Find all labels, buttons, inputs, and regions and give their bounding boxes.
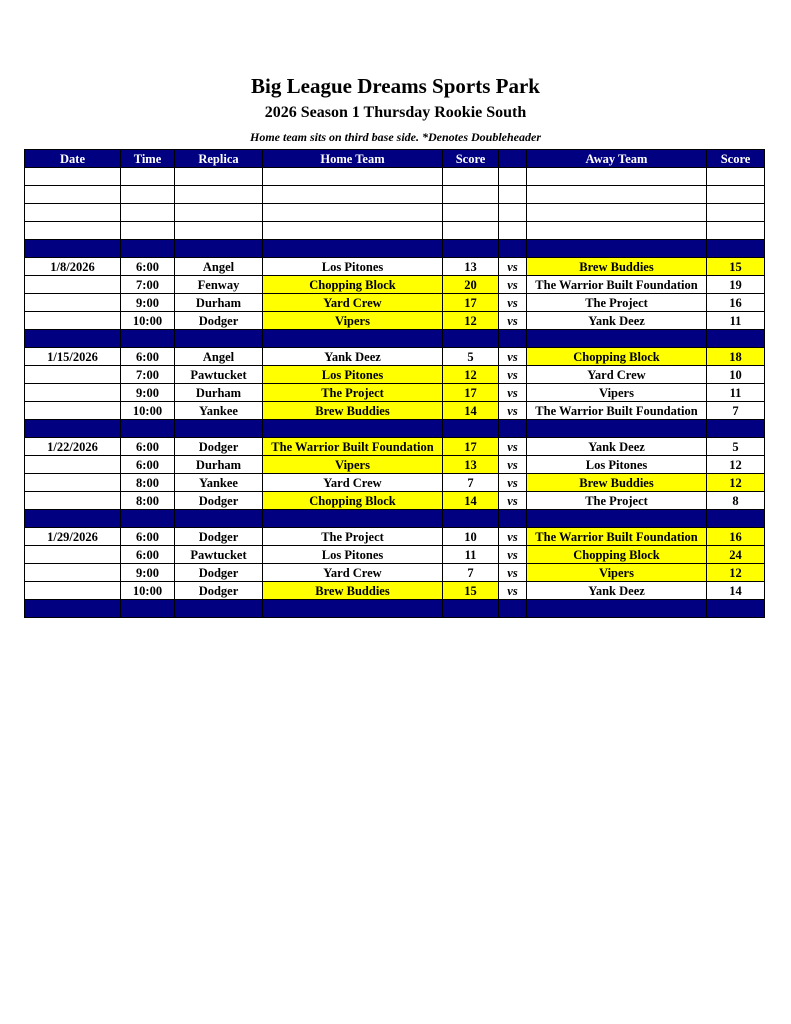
away-score: 15 [707,258,765,276]
empty-cell [121,600,175,618]
away-score: 12 [707,456,765,474]
empty-cell [527,222,707,240]
away-team: Chopping Block [527,348,707,366]
game-time: 6:00 [121,528,175,546]
away-team: Yank Deez [527,438,707,456]
replica-field: Dodger [175,564,263,582]
empty-cell [527,510,707,528]
empty-cell [175,204,263,222]
replica-field: Durham [175,384,263,402]
game-date: 1/8/2026 [25,258,121,276]
empty-cell [499,186,527,204]
game-row [25,348,765,366]
game-time: 6:00 [121,546,175,564]
replica-field: Dodger [175,492,263,510]
empty-cell [527,168,707,186]
empty-cell [443,330,499,348]
home-team: Brew Buddies [263,582,443,600]
home-team: Chopping Block [263,276,443,294]
game-time: 8:00 [121,474,175,492]
game-time: 6:00 [121,456,175,474]
empty-cell [527,204,707,222]
game-date [25,312,121,330]
col-header-away-score: Score [707,150,765,168]
week-separator-band [25,510,765,528]
empty-cell [443,222,499,240]
empty-cell [263,204,443,222]
home-score: 12 [443,312,499,330]
away-team: Vipers [527,564,707,582]
away-team: Chopping Block [527,546,707,564]
col-header-time: Time [121,150,175,168]
vs-label: vs [499,546,527,564]
away-team: The Project [527,294,707,312]
empty-cell [263,420,443,438]
away-team: The Project [527,492,707,510]
empty-cell [707,186,765,204]
header-note: Home team sits on third base side. *Denotes Doubleheader [250,130,541,144]
away-team: Los Pitones [527,456,707,474]
empty-cell [499,204,527,222]
empty-cell [175,240,263,258]
replica-field: Angel [175,258,263,276]
vs-label: vs [499,402,527,420]
empty-cell [175,600,263,618]
week-separator-band [25,420,765,438]
empty-cell [121,510,175,528]
replica-field: Dodger [175,312,263,330]
game-row [25,384,765,402]
empty-cell [499,510,527,528]
col-header-home-team: Home Team [263,150,443,168]
empty-cell [707,222,765,240]
game-date [25,546,121,564]
col-header-date: Date [25,150,121,168]
col-header-home-score: Score [443,150,499,168]
game-time: 8:00 [121,492,175,510]
game-date: 1/15/2026 [25,348,121,366]
vs-label: vs [499,348,527,366]
away-team: Brew Buddies [527,474,707,492]
game-time: 10:00 [121,312,175,330]
replica-field: Dodger [175,582,263,600]
away-score: 14 [707,582,765,600]
empty-cell [121,222,175,240]
game-row [25,582,765,600]
replica-field: Durham [175,294,263,312]
game-time: 10:00 [121,402,175,420]
game-time: 9:00 [121,294,175,312]
away-score: 5 [707,438,765,456]
home-team: Yard Crew [263,474,443,492]
home-score: 7 [443,474,499,492]
empty-cell [707,240,765,258]
empty-cell [175,330,263,348]
away-score: 10 [707,366,765,384]
empty-cell [443,420,499,438]
home-score: 10 [443,528,499,546]
game-date [25,366,121,384]
game-date [25,276,121,294]
empty-cell [263,330,443,348]
empty-cell [499,222,527,240]
home-team: Yank Deez [263,348,443,366]
home-team: Vipers [263,456,443,474]
game-date [25,564,121,582]
game-row [25,294,765,312]
away-score: 7 [707,402,765,420]
home-team: The Warrior Built Foundation [263,438,443,456]
empty-cell [443,510,499,528]
home-team: The Project [263,528,443,546]
empty-cell [499,420,527,438]
game-row [25,456,765,474]
vs-label: vs [499,474,527,492]
game-row [25,312,765,330]
empty-cell [707,510,765,528]
away-score: 12 [707,474,765,492]
away-team: Vipers [527,384,707,402]
game-time: 7:00 [121,276,175,294]
home-team: Yard Crew [263,294,443,312]
empty-row [25,204,765,222]
empty-cell [121,186,175,204]
empty-cell [121,168,175,186]
empty-cell [263,240,443,258]
empty-cell [175,168,263,186]
empty-cell [263,600,443,618]
home-score: 7 [443,564,499,582]
empty-cell [25,186,121,204]
game-date [25,582,121,600]
col-header-vs [499,150,527,168]
empty-cell [707,420,765,438]
home-team: Los Pitones [263,258,443,276]
empty-cell [707,168,765,186]
game-time: 9:00 [121,564,175,582]
away-score: 11 [707,312,765,330]
away-team: Yank Deez [527,312,707,330]
away-score: 16 [707,294,765,312]
empty-cell [25,222,121,240]
empty-cell [25,168,121,186]
header-row [25,150,765,168]
home-team: Vipers [263,312,443,330]
game-date [25,474,121,492]
empty-cell [527,330,707,348]
week-separator-band [25,240,765,258]
home-team: Brew Buddies [263,402,443,420]
game-time: 6:00 [121,258,175,276]
game-date [25,294,121,312]
away-team: Yard Crew [527,366,707,384]
vs-label: vs [499,438,527,456]
empty-cell [263,186,443,204]
empty-cell [443,168,499,186]
empty-cell [707,204,765,222]
empty-cell [443,186,499,204]
game-date [25,402,121,420]
vs-label: vs [499,528,527,546]
vs-label: vs [499,294,527,312]
away-team: The Warrior Built Foundation [527,276,707,294]
home-team: Los Pitones [263,546,443,564]
col-header-away-team: Away Team [527,150,707,168]
empty-cell [175,510,263,528]
empty-cell [707,330,765,348]
game-row [25,528,765,546]
away-score: 16 [707,528,765,546]
home-score: 20 [443,276,499,294]
home-team: The Project [263,384,443,402]
game-row [25,438,765,456]
empty-cell [25,420,121,438]
week-separator-band [25,600,765,618]
schedule-body [25,168,765,618]
game-time: 9:00 [121,384,175,402]
vs-label: vs [499,564,527,582]
game-time: 7:00 [121,366,175,384]
replica-field: Pawtucket [175,546,263,564]
empty-cell [25,204,121,222]
away-team: The Warrior Built Foundation [527,402,707,420]
home-score: 15 [443,582,499,600]
replica-field: Angel [175,348,263,366]
empty-cell [443,204,499,222]
game-row [25,258,765,276]
home-score: 14 [443,492,499,510]
empty-cell [263,222,443,240]
empty-row [25,222,765,240]
replica-field: Fenway [175,276,263,294]
replica-field: Yankee [175,474,263,492]
col-header-replica: Replica [175,150,263,168]
game-date [25,384,121,402]
empty-row [25,168,765,186]
empty-cell [175,420,263,438]
home-team: Los Pitones [263,366,443,384]
empty-cell [25,600,121,618]
empty-cell [499,240,527,258]
home-score: 14 [443,402,499,420]
empty-cell [121,330,175,348]
empty-cell [527,420,707,438]
game-date: 1/22/2026 [25,438,121,456]
empty-cell [527,240,707,258]
empty-row [25,186,765,204]
replica-field: Yankee [175,402,263,420]
home-score: 17 [443,384,499,402]
game-row [25,276,765,294]
empty-cell [263,510,443,528]
game-row [25,366,765,384]
away-team: The Warrior Built Foundation [527,528,707,546]
away-score: 8 [707,492,765,510]
vs-label: vs [499,312,527,330]
empty-cell [175,222,263,240]
away-score: 19 [707,276,765,294]
empty-cell [175,186,263,204]
home-score: 11 [443,546,499,564]
vs-label: vs [499,456,527,474]
home-score: 17 [443,294,499,312]
empty-cell [25,510,121,528]
empty-cell [499,330,527,348]
home-score: 5 [443,348,499,366]
empty-cell [121,420,175,438]
home-score: 17 [443,438,499,456]
game-time: 6:00 [121,348,175,366]
game-row [25,564,765,582]
away-score: 18 [707,348,765,366]
vs-label: vs [499,492,527,510]
home-score: 12 [443,366,499,384]
away-score: 12 [707,564,765,582]
game-row [25,492,765,510]
replica-field: Dodger [175,438,263,456]
vs-label: vs [499,582,527,600]
game-date [25,456,121,474]
away-score: 11 [707,384,765,402]
vs-label: vs [499,366,527,384]
empty-cell [527,600,707,618]
replica-field: Pawtucket [175,366,263,384]
game-row [25,402,765,420]
empty-cell [499,168,527,186]
replica-field: Durham [175,456,263,474]
game-row [25,474,765,492]
vs-label: vs [499,276,527,294]
vs-label: vs [499,258,527,276]
replica-field: Dodger [175,528,263,546]
vs-label: vs [499,384,527,402]
empty-cell [25,330,121,348]
empty-cell [707,600,765,618]
empty-cell [499,600,527,618]
home-team: Chopping Block [263,492,443,510]
game-date [25,492,121,510]
game-row [25,546,765,564]
empty-cell [443,240,499,258]
schedule-table [24,149,765,618]
empty-cell [121,240,175,258]
week-separator-band [25,330,765,348]
game-time: 6:00 [121,438,175,456]
season-subtitle: 2026 Season 1 Thursday Rookie South [264,104,527,121]
empty-cell [263,168,443,186]
away-score: 24 [707,546,765,564]
home-team: Yard Crew [263,564,443,582]
home-score: 13 [443,258,499,276]
empty-cell [527,186,707,204]
empty-cell [121,204,175,222]
empty-cell [25,240,121,258]
game-date: 1/29/2026 [25,528,121,546]
away-team: Brew Buddies [527,258,707,276]
empty-cell [443,600,499,618]
home-score: 13 [443,456,499,474]
page-title: Big League Dreams Sports Park [251,74,540,98]
game-time: 10:00 [121,582,175,600]
away-team: Yank Deez [527,582,707,600]
